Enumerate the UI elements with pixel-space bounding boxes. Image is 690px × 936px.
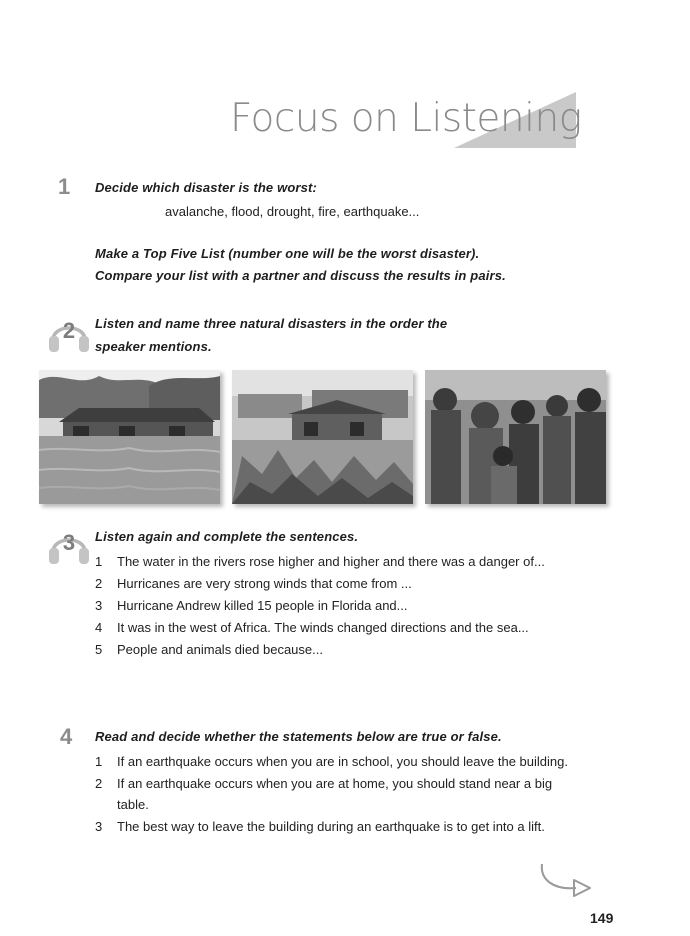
page-number: 149 [590,910,614,926]
list-item: 3 Hurricane Andrew killed 15 people in Florida and... [95,598,408,613]
section-1-options: avalanche, flood, drought, fire, earthquake... [165,204,420,219]
section-1-number: 1 [58,174,71,199]
section-4-instruction: Read and decide whether the statements below are true or false. [95,729,502,744]
list-item: 2 If an earthquake occurs when you are at home, you should stand near a big table. [95,776,553,812]
list-item: 4 It was in the west of Africa. The winds changed directions and the sea... [95,620,529,635]
photo-famine-crowd [425,370,606,504]
section-3-instruction: Listen again and complete the sentences. [95,529,359,544]
section-2-instruction-b: speaker mentions. [95,339,212,354]
section-3-list [95,551,575,661]
section-2-instruction-a: Listen and name three natural disasters in the order the [95,316,448,331]
page-title: Focus on Listening [230,96,582,141]
photo-hurricane [232,370,413,504]
section-1-instruction-2b: Compare your list with a partner and discuss the results in pairs. [95,268,506,283]
section-4-list [95,751,575,838]
section-2-number: 2 [62,318,76,343]
list-item: 1 The water in the rivers rose higher and higher and there was a danger of... [95,554,545,569]
curved-arrow-icon[interactable] [536,860,596,900]
photo-flood [39,370,220,504]
section-3-number: 3 [62,530,76,555]
list-item: 1 If an earthquake occurs when you are in school, you should leave the building. [95,754,568,769]
section-3-headphones [46,522,92,568]
list-item: 2 Hurricanes are very strong winds that come from ... [95,576,412,591]
list-item: 3 The best way to leave the building during an earthquake is to get into a lift. [95,819,545,834]
section-1-instruction-2a: Make a Top Five List (number one will be the worst disaster). [95,246,480,261]
list-item: 5 People and animals died because... [95,642,323,657]
section-1-instruction: Decide which disaster is the worst: [95,180,317,195]
section-2-headphones [46,310,92,356]
section-4-number: 4 [60,724,73,749]
